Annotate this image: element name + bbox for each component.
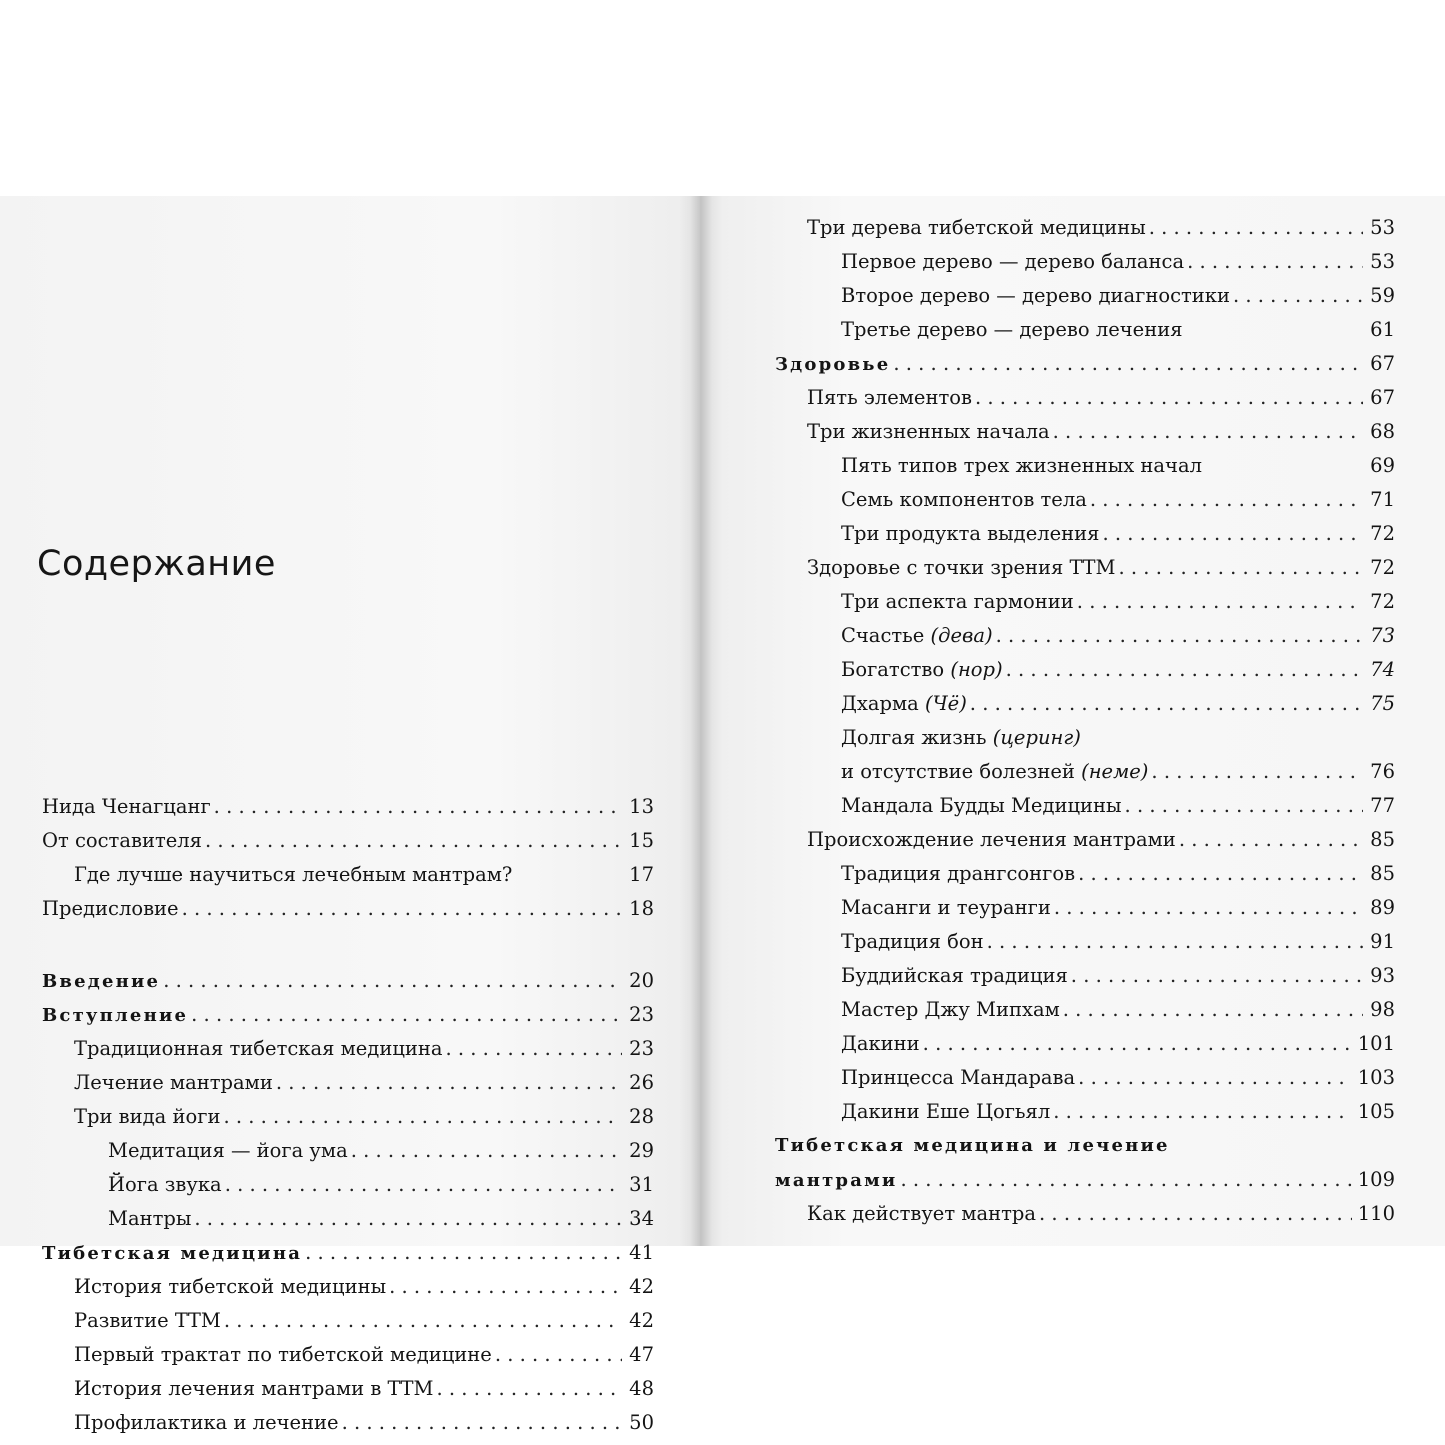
dot-leader bbox=[970, 687, 1363, 721]
toc-title-text: Буддийская традиция bbox=[841, 964, 1068, 987]
toc-entry-title bbox=[775, 1164, 897, 1198]
page-number: 109 bbox=[1357, 1168, 1395, 1191]
toc-entry[interactable] bbox=[775, 1163, 1395, 1197]
dot-leader bbox=[351, 1134, 622, 1168]
toc-entry-title bbox=[807, 1197, 1036, 1231]
toc-title-text: Вступление bbox=[42, 1005, 189, 1026]
toc-entry[interactable] bbox=[775, 347, 1395, 381]
toc-entry[interactable] bbox=[42, 1100, 654, 1134]
page-number: 26 bbox=[629, 1071, 654, 1094]
dot-leader bbox=[191, 998, 622, 1032]
toc-entry[interactable] bbox=[42, 1304, 654, 1338]
page-number: 72 bbox=[1370, 522, 1395, 545]
toc-title-text: Медитация — йога ума bbox=[108, 1139, 348, 1162]
dot-leader bbox=[1151, 755, 1363, 789]
page-number: 23 bbox=[629, 1037, 654, 1060]
toc-entry[interactable] bbox=[42, 1270, 654, 1304]
page-number: 50 bbox=[629, 1411, 654, 1434]
toc-title-text: Три вида йоги bbox=[74, 1105, 221, 1128]
toc-entry[interactable] bbox=[775, 1129, 1395, 1163]
toc-title-text: Тибетская медицина и лечение bbox=[775, 1135, 1170, 1156]
toc-entry[interactable] bbox=[775, 993, 1395, 1027]
toc-entry[interactable] bbox=[775, 211, 1395, 245]
page-number: 72 bbox=[1370, 590, 1395, 613]
page-number: 71 bbox=[1370, 488, 1395, 511]
toc-entry-title bbox=[841, 959, 1068, 993]
dot-leader bbox=[1006, 653, 1363, 687]
toc-entry-title bbox=[841, 1095, 1050, 1129]
toc-title-text: Здоровье с точки зрения ТТМ bbox=[807, 556, 1116, 579]
toc-entry-title bbox=[841, 517, 1099, 551]
page-number: 98 bbox=[1370, 998, 1395, 1021]
toc-entry[interactable] bbox=[42, 824, 654, 858]
page-number: 42 bbox=[629, 1275, 654, 1298]
toc-entry[interactable] bbox=[42, 1066, 654, 1100]
toc-entry-title bbox=[841, 585, 1074, 619]
page-number: 101 bbox=[1357, 1032, 1395, 1055]
toc-entry[interactable] bbox=[775, 857, 1395, 891]
toc-entry[interactable] bbox=[775, 415, 1395, 449]
toc-entry[interactable] bbox=[775, 1197, 1395, 1231]
toc-title-text: Дхарма bbox=[841, 692, 919, 715]
page-number: 41 bbox=[629, 1241, 654, 1264]
toc-title-text: Дакини bbox=[841, 1032, 920, 1055]
dot-leader bbox=[1149, 211, 1363, 245]
toc-entry[interactable] bbox=[42, 790, 654, 824]
toc-title-text: Предисловие bbox=[42, 897, 179, 920]
page-number: 89 bbox=[1370, 896, 1395, 919]
toc-title-text: Здоровье bbox=[775, 354, 891, 375]
toc-entry-title bbox=[74, 1066, 273, 1100]
toc-entry-title bbox=[74, 1270, 386, 1304]
page-number: 15 bbox=[629, 829, 654, 852]
page-number: 13 bbox=[629, 795, 654, 818]
toc-entry[interactable] bbox=[775, 1061, 1395, 1095]
page-number: 34 bbox=[629, 1207, 654, 1230]
toc-entry[interactable] bbox=[775, 687, 1395, 721]
toc-entry[interactable] bbox=[775, 381, 1395, 415]
page-number: 72 bbox=[1370, 556, 1395, 579]
toc-entry-title bbox=[841, 789, 1122, 823]
toc-entry[interactable] bbox=[42, 998, 654, 1032]
dot-leader bbox=[900, 1163, 1351, 1197]
page-number: 73 bbox=[1370, 624, 1395, 647]
dot-leader bbox=[1054, 891, 1363, 925]
dot-leader bbox=[194, 1202, 622, 1236]
dot-leader bbox=[163, 964, 622, 998]
page-number: 110 bbox=[1357, 1202, 1395, 1225]
toc-title-text: Второе дерево — дерево диагностики bbox=[841, 284, 1230, 307]
dot-leader bbox=[975, 381, 1363, 415]
dot-leader bbox=[1071, 959, 1363, 993]
dot-leader bbox=[1102, 517, 1363, 551]
toc-entry-title bbox=[841, 925, 984, 959]
dot-leader bbox=[923, 1027, 1352, 1061]
toc-entry-title bbox=[108, 1168, 222, 1202]
page-number: 53 bbox=[1370, 216, 1395, 239]
toc-title-text: Первое дерево — дерево баланса bbox=[841, 250, 1185, 273]
book-spread bbox=[0, 196, 1445, 1434]
toc-title-text: Профилактика и лечение bbox=[74, 1411, 339, 1434]
toc-entry-title bbox=[74, 1338, 492, 1372]
toc-entry-title bbox=[775, 348, 890, 382]
toc-entry[interactable] bbox=[775, 483, 1395, 517]
toc-entry-title bbox=[807, 211, 1146, 245]
page-number: 68 bbox=[1370, 420, 1395, 443]
dot-leader bbox=[1077, 585, 1363, 619]
toc-entry[interactable] bbox=[775, 313, 1395, 347]
toc-title-note: (дева) bbox=[930, 624, 993, 647]
page-number: 29 bbox=[629, 1139, 654, 1162]
page-number: 53 bbox=[1370, 250, 1395, 273]
toc-title-text: мантрами bbox=[775, 1170, 898, 1191]
toc-entry-title bbox=[74, 858, 512, 892]
page-number: 77 bbox=[1370, 794, 1395, 817]
toc-entry[interactable] bbox=[42, 1236, 654, 1270]
toc-entry[interactable] bbox=[775, 789, 1395, 823]
page-number: 28 bbox=[629, 1105, 654, 1128]
dot-leader bbox=[1187, 245, 1363, 279]
toc-entry[interactable] bbox=[775, 245, 1395, 279]
toc-entry-title bbox=[841, 619, 993, 653]
toc-title-text: Богатство bbox=[841, 658, 945, 681]
dot-leader bbox=[205, 824, 622, 858]
page-number: 105 bbox=[1357, 1100, 1395, 1123]
toc-title-text: Три продукта выделения bbox=[841, 522, 1100, 545]
toc-right-column bbox=[775, 211, 1395, 1231]
toc-entry[interactable] bbox=[775, 755, 1395, 789]
toc-entry[interactable] bbox=[775, 653, 1395, 687]
toc-title-text: Третье дерево — дерево лечения bbox=[841, 318, 1183, 341]
toc-entry-title bbox=[841, 857, 1075, 891]
toc-title-text: Традиционная тибетская медицина bbox=[74, 1037, 443, 1060]
page-number: 103 bbox=[1357, 1066, 1395, 1089]
dot-leader bbox=[987, 925, 1363, 959]
toc-entry-title bbox=[841, 1027, 920, 1061]
dot-leader bbox=[305, 1236, 622, 1270]
toc-entry-title bbox=[42, 1237, 302, 1271]
page-number: 76 bbox=[1370, 760, 1395, 783]
book-spine bbox=[690, 196, 712, 1246]
toc-title-text: Принцесса Мандарава bbox=[841, 1066, 1076, 1089]
toc-title-text: Нида Ченагцанг bbox=[42, 795, 211, 818]
page-number: 85 bbox=[1370, 862, 1395, 885]
toc-entry[interactable] bbox=[775, 517, 1395, 551]
toc-title-text: Пять типов трех жизненных начал bbox=[841, 454, 1202, 477]
toc-entry-title bbox=[807, 415, 1050, 449]
toc-entry[interactable] bbox=[775, 959, 1395, 993]
toc-entry[interactable] bbox=[42, 1406, 654, 1440]
toc-entry-title bbox=[841, 483, 1087, 517]
toc-entry-title bbox=[841, 891, 1051, 925]
toc-entry-title bbox=[841, 279, 1230, 313]
left-page bbox=[0, 196, 700, 1434]
page-number: 67 bbox=[1370, 386, 1395, 409]
toc-title-text: Долгая жизнь bbox=[841, 726, 987, 749]
page-number: 42 bbox=[629, 1309, 654, 1332]
toc-title-text: Три дерева тибетской медицины bbox=[807, 216, 1146, 239]
toc-entry-title bbox=[807, 551, 1116, 585]
toc-title-text: От составителя bbox=[42, 829, 202, 852]
toc-title-text: Лечение мантрами bbox=[74, 1071, 273, 1094]
toc-entry-title bbox=[841, 245, 1184, 279]
dot-leader bbox=[996, 619, 1363, 653]
toc-entry-title bbox=[74, 1406, 339, 1440]
toc-title-text: История лечения мантрами в ТТМ bbox=[74, 1377, 434, 1400]
toc-title-text: Развитие ТТМ bbox=[74, 1309, 221, 1332]
dot-leader bbox=[342, 1406, 622, 1440]
toc-title-text: Первый трактат по тибетской медицине bbox=[74, 1343, 492, 1366]
dot-leader bbox=[1233, 279, 1363, 313]
page-number: 74 bbox=[1370, 658, 1395, 681]
dot-leader bbox=[225, 1168, 622, 1202]
toc-entry[interactable] bbox=[775, 925, 1395, 959]
toc-title-text: Как действует мантра bbox=[807, 1202, 1037, 1225]
toc-title-note: (нор) bbox=[950, 658, 1003, 681]
toc-title-text: Пять элементов bbox=[807, 386, 972, 409]
toc-entry-title bbox=[841, 993, 1060, 1027]
dot-leader bbox=[182, 892, 622, 926]
toc-entry[interactable] bbox=[775, 585, 1395, 619]
toc-entry-title bbox=[841, 653, 1003, 687]
page-title: Содержание bbox=[37, 544, 276, 584]
toc-title-text: Введение bbox=[42, 971, 161, 992]
toc-entry-title bbox=[841, 755, 1148, 789]
toc-entry[interactable] bbox=[775, 1027, 1395, 1061]
page-number: 61 bbox=[1370, 318, 1395, 341]
toc-title-text: Дакини Еше Цогьял bbox=[841, 1100, 1051, 1123]
toc-entry-title bbox=[807, 823, 1176, 857]
dot-leader bbox=[1090, 483, 1363, 517]
page-number: 59 bbox=[1370, 284, 1395, 307]
toc-entry[interactable] bbox=[42, 858, 654, 892]
toc-entry-title bbox=[841, 687, 967, 721]
dot-leader bbox=[1039, 1197, 1352, 1231]
dot-leader bbox=[1078, 857, 1363, 891]
page-number: 47 bbox=[629, 1343, 654, 1366]
right-page bbox=[700, 196, 1445, 1246]
toc-entry-title bbox=[42, 892, 179, 926]
toc-entry-title bbox=[74, 1032, 442, 1066]
toc-title-text: Тибетская медицина bbox=[42, 1243, 303, 1264]
dot-leader bbox=[1078, 1061, 1352, 1095]
dot-leader bbox=[1125, 789, 1363, 823]
toc-entry-title bbox=[42, 790, 211, 824]
dot-leader bbox=[223, 1100, 622, 1134]
toc-entry-title bbox=[108, 1202, 191, 1236]
toc-title-note: (Чё) bbox=[924, 692, 967, 715]
toc-gap bbox=[42, 926, 654, 964]
toc-entry[interactable] bbox=[42, 1202, 654, 1236]
dot-leader bbox=[1053, 1095, 1352, 1129]
toc-entry-title bbox=[74, 1372, 434, 1406]
toc-entry[interactable] bbox=[775, 891, 1395, 925]
toc-entry[interactable] bbox=[775, 721, 1395, 755]
toc-title-text: Мастер Джу Мипхам bbox=[841, 998, 1060, 1021]
dot-leader bbox=[437, 1372, 623, 1406]
toc-title-text: Где лучше научиться лечебным мантрам? bbox=[74, 863, 513, 886]
toc-title-text: Семь компонентов тела bbox=[841, 488, 1087, 511]
toc-entry-title bbox=[42, 824, 202, 858]
toc-title-text: Традиция дрангсонгов bbox=[841, 862, 1076, 885]
page-number: 67 bbox=[1370, 352, 1395, 375]
toc-title-text: Мантры bbox=[108, 1207, 192, 1230]
page-number: 18 bbox=[629, 897, 654, 920]
page-number: 20 bbox=[629, 969, 654, 992]
toc-entry[interactable] bbox=[42, 1168, 654, 1202]
toc-entry[interactable] bbox=[42, 1372, 654, 1406]
toc-entry[interactable] bbox=[42, 1338, 654, 1372]
toc-entry-title bbox=[42, 999, 188, 1033]
toc-entry[interactable] bbox=[42, 892, 654, 926]
page-number: 31 bbox=[629, 1173, 654, 1196]
toc-entry-title bbox=[108, 1134, 348, 1168]
dot-leader bbox=[1053, 415, 1363, 449]
dot-leader bbox=[1179, 823, 1363, 857]
page-number: 85 bbox=[1370, 828, 1395, 851]
page-number: 93 bbox=[1370, 964, 1395, 987]
toc-title-text: Происхождение лечения мантрами bbox=[807, 828, 1176, 851]
toc-title-note: (церинг) bbox=[992, 726, 1081, 749]
toc-entry[interactable] bbox=[42, 1134, 654, 1168]
toc-title-text: Йога звука bbox=[108, 1173, 222, 1196]
toc-entry-title bbox=[841, 721, 1081, 755]
page-number: 91 bbox=[1370, 930, 1395, 953]
toc-entry[interactable] bbox=[775, 1095, 1395, 1129]
toc-title-text: Счастье bbox=[841, 624, 925, 647]
toc-entry-title bbox=[841, 1061, 1075, 1095]
toc-entry-title bbox=[74, 1304, 221, 1338]
toc-entry-title bbox=[42, 965, 160, 999]
toc-title-text: Три аспекта гармонии bbox=[841, 590, 1074, 613]
dot-leader bbox=[389, 1270, 622, 1304]
toc-entry[interactable] bbox=[775, 551, 1395, 585]
dot-leader bbox=[224, 1304, 622, 1338]
toc-title-text: Масанги и теуранги bbox=[841, 896, 1051, 919]
toc-title-text: Традиция бон bbox=[841, 930, 984, 953]
dot-leader bbox=[893, 347, 1363, 381]
toc-title-note: (неме) bbox=[1081, 760, 1149, 783]
toc-entry-title bbox=[775, 1129, 1170, 1163]
toc-entry-title bbox=[807, 381, 972, 415]
toc-entry[interactable] bbox=[775, 619, 1395, 653]
toc-entry[interactable] bbox=[42, 1032, 654, 1066]
dot-leader bbox=[1119, 551, 1363, 585]
page-number: 48 bbox=[629, 1377, 654, 1400]
toc-title-text: и отсутствие болезней bbox=[841, 760, 1075, 783]
toc-left-column bbox=[42, 790, 654, 1440]
toc-entry[interactable] bbox=[775, 449, 1395, 483]
toc-title-text: Мандала Будды Медицины bbox=[841, 794, 1122, 817]
toc-entry[interactable] bbox=[775, 279, 1395, 313]
toc-entry[interactable] bbox=[42, 964, 654, 998]
dot-leader bbox=[214, 790, 622, 824]
toc-entry-title bbox=[841, 313, 1183, 347]
dot-leader bbox=[445, 1032, 622, 1066]
toc-entry[interactable] bbox=[775, 823, 1395, 857]
toc-title-text: Три жизненных начала bbox=[807, 420, 1050, 443]
page-number: 75 bbox=[1370, 692, 1395, 715]
dot-leader bbox=[495, 1338, 622, 1372]
toc-entry-title bbox=[841, 449, 1202, 483]
toc-title-text: История тибетской медицины bbox=[74, 1275, 387, 1298]
toc-entry-title bbox=[74, 1100, 220, 1134]
dot-leader bbox=[276, 1066, 622, 1100]
page-number: 23 bbox=[629, 1003, 654, 1026]
dot-leader bbox=[1063, 993, 1363, 1027]
page-number: 17 bbox=[629, 863, 654, 886]
page-number: 69 bbox=[1370, 454, 1395, 477]
